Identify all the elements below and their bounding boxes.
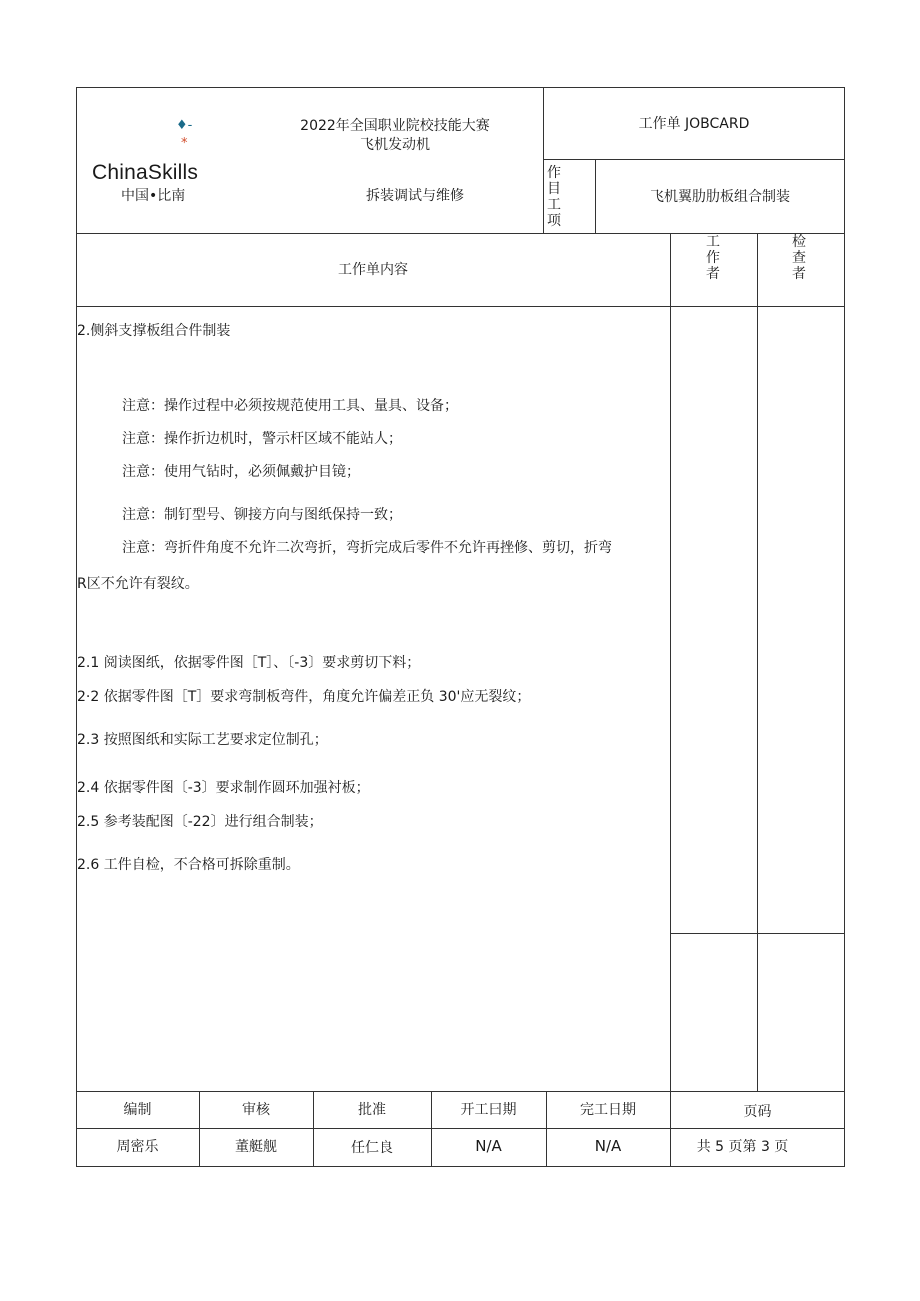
logo-name: ChinaSkills	[92, 161, 199, 184]
label-end-date: 完工日期	[580, 1102, 636, 1118]
section-title: 2.侧斜支撑板组合件制装	[77, 323, 231, 339]
note-item: 注意：使用气钻时，必须佩戴护目镜；	[122, 464, 360, 480]
step-item: 2.4 依据零件图〔-3〕要求制作圆环加强衬板；	[77, 780, 370, 796]
value-end-date: N/A	[594, 1137, 622, 1155]
value-page: 共 5 页第 3 页	[696, 1139, 789, 1155]
note-continuation: R区不允许有裂纹。	[77, 576, 199, 592]
work-item-value: 飞机翼肋肋板组合制装	[650, 189, 790, 205]
competition-title: 2022年全国职业院校技能大赛	[300, 118, 490, 134]
content-header: 工作单内容	[338, 262, 408, 278]
competition-task: 拆装调试与维修	[366, 188, 464, 204]
note-item: 注意：操作过程中必须按规范使用工具、量具、设备；	[122, 398, 458, 414]
note-item: 注意：弯折件角度不允许二次弯折，弯折完成后零件不允许再挫修、剪切，折弯	[122, 540, 612, 556]
competition-subject: 飞机发动机	[360, 137, 430, 153]
step-item: 2.5 参考装配图〔-22〕进行组合制装；	[77, 814, 323, 830]
note-item: 注意：操作折边机时，警示杆区域不能站人；	[122, 431, 402, 447]
label-compiled: 编制	[123, 1102, 152, 1118]
step-item: 2.6 工件自检，不合格可拆除重制。	[77, 857, 300, 873]
logo-star-icon: *	[181, 136, 188, 151]
value-reviewed: 董艇舰	[235, 1139, 277, 1155]
step-item: 2.3 按照图纸和实际工艺要求定位制孔；	[77, 732, 328, 748]
label-reviewed: 审核	[242, 1102, 270, 1118]
note-item: 注意：制钉型号、铆接方向与图纸保持一致；	[122, 507, 402, 523]
logo-subtitle: 中国•比南	[121, 188, 186, 204]
step-item: 2.1 阅读图纸，依据零件图［T］、〔-3〕要求剪切下料；	[77, 655, 421, 671]
label-start-date: 开工曰期	[460, 1102, 517, 1118]
value-compiled: 周密乐	[116, 1139, 159, 1155]
logo-diamond-icon: ♦-	[176, 118, 193, 133]
step-item: 2·2 依据零件图［T］要求弯制板弯件，角度允许偏差正负 30'应无裂纹；	[77, 689, 531, 705]
value-approved: 任仁良	[351, 1140, 393, 1156]
jobcard-title: 工作单 JOBCARD	[638, 116, 750, 132]
label-approved: 批准	[358, 1102, 386, 1118]
value-start-date: N/A	[475, 1137, 502, 1155]
label-page: 页码	[743, 1104, 772, 1120]
